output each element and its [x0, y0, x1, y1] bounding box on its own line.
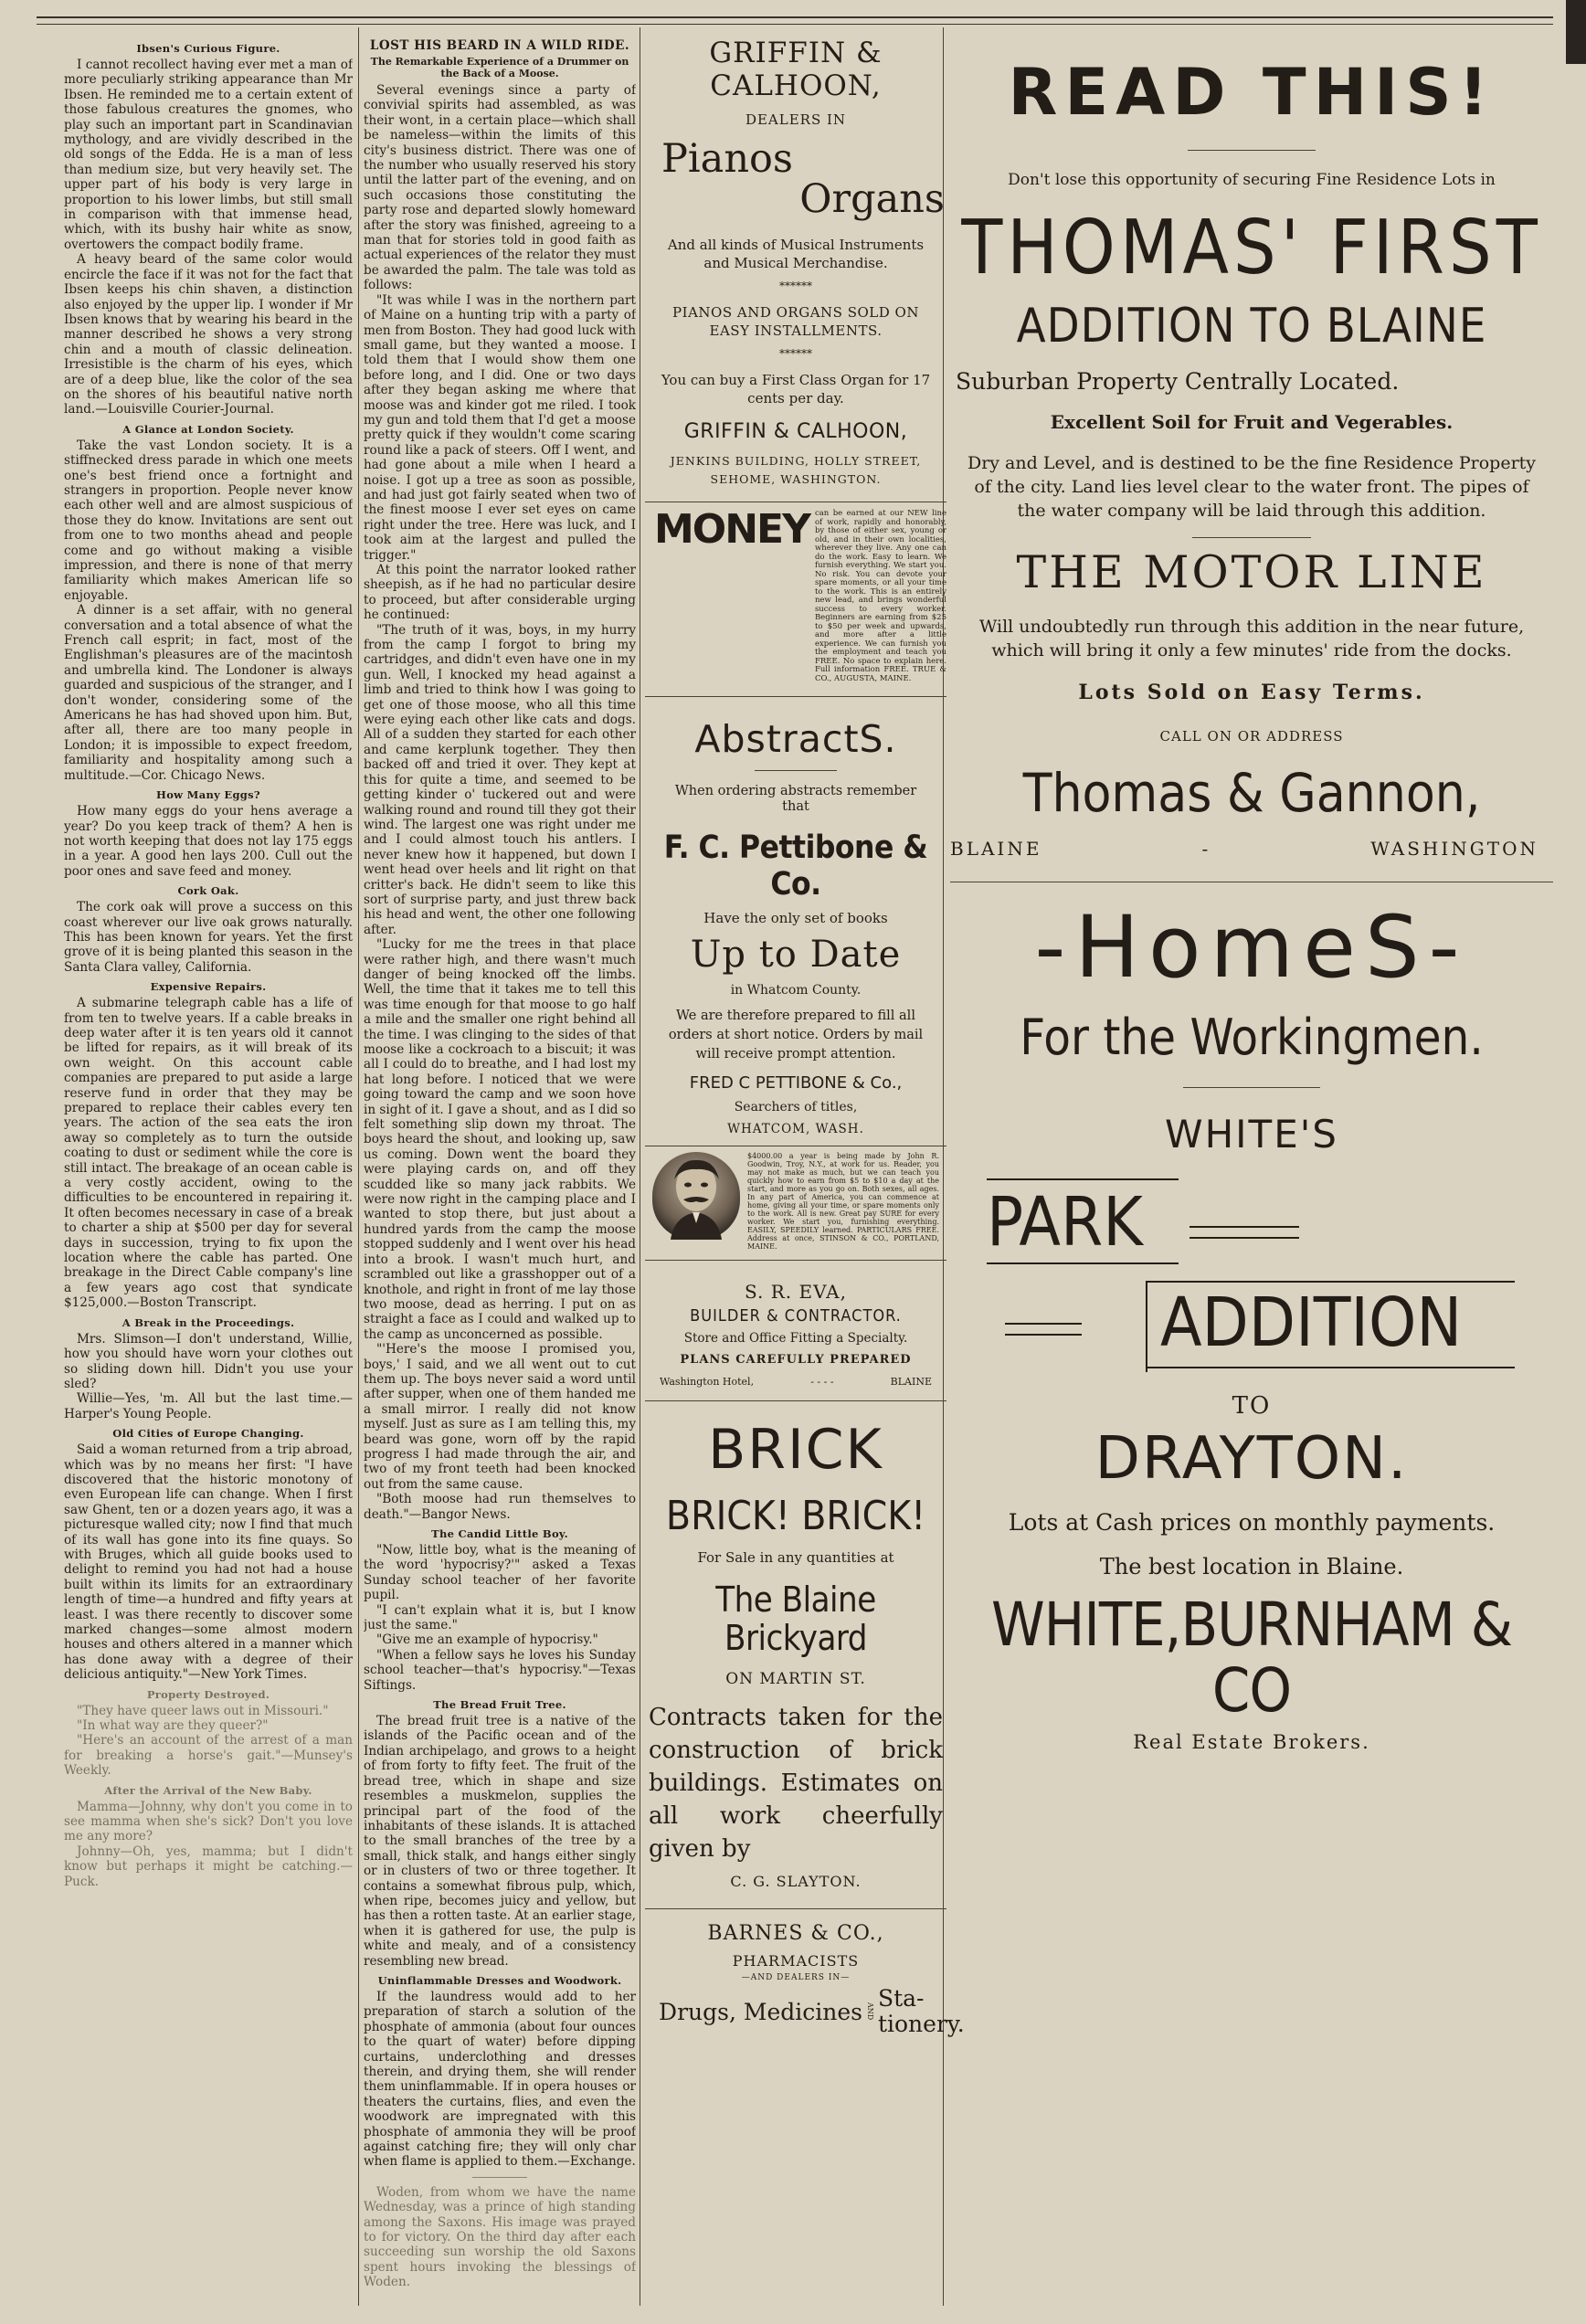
- ad-money-text: can be earned at our NEW line of work, rapidly and honorably, by those of either sex, young or old, and in their own localities, wherever they live. Any one can do the work. Easy to learn. We furnish everything. We start you. No risk. You can devote your spare moments, or all your time to the work. This is an entirely new lead, and brings wonderful success to every worker. Beginners are earning from $25 to $50 per week and upwards, and more after a little experience. We can furnish you the employment and teach you FREE. No space to explain here. Full information FREE. TRUE & CO., AUGUSTA, MAINE.: [814, 509, 946, 683]
- article-paragraph: A dinner is a set affair, with no general conversation and a total absence of what the French call esprit; in fact, most of the Englishman's pleasures are of the macintosh and umbrella kind. The Londoner is always guarded and suspicious of the stranger, and I don't wonder, considering some of the Americans he has had shoved upon him. But, after all, there are too many people in London; it is impossible to expect freedom, familiarity and hospitality among such a multitude.—Cor. Chicago News.: [64, 603, 353, 783]
- ad-barnes-and: AND: [865, 2002, 874, 2021]
- ad-griffin-organs: Organs: [799, 176, 945, 222]
- ad-eva-plans: PLANS CAREFULLY PREPARED: [680, 1353, 912, 1367]
- ad-eva-town: BLAINE: [890, 1376, 932, 1388]
- ad-thomas-suburban: Suburban Property Centrally Located.: [956, 368, 1400, 395]
- ad-thomas-call: CALL ON OR ADDRESS: [1159, 728, 1344, 745]
- ad-abstracts-intro: When ordering abstracts remember that: [674, 784, 917, 814]
- article-paragraph: Mamma—Johnny, why don't you come in to see mamma when she's sick? Don't you love me any more?: [64, 1799, 353, 1844]
- ad-thomas-first: THOMAS' FIRST: [961, 205, 1542, 291]
- column-rule-1: [358, 27, 359, 2306]
- page-binding-edge: [1566, 0, 1586, 64]
- article-paragraph: "I can't explain what it is, but I know just the same.": [364, 1602, 636, 1633]
- col1-article: [64, 1688, 353, 1779]
- ad-homes-title: -HomeS-: [1034, 898, 1469, 998]
- ad-brickyard: [645, 1418, 946, 1890]
- col1-article: [64, 1427, 353, 1683]
- ad-pettibone-uptodate: Up to Date: [690, 934, 902, 976]
- ad-griffin-installments: PIANOS AND ORGANS SOLD ON EASY INSTALLMENTS.: [672, 304, 919, 339]
- ad-brick-name: C. G. SLAYTON.: [730, 1873, 862, 1890]
- article-paragraph: Several evenings since a party of convivial spirits had assembled, as was their wont, in a certain place—which shall be nameless—within the limits of this city's business district. There was one of the number who usually reserved his story until the latter part of the evening, and on such occasions those constituting the party rose and departed slowly homeward after the story was finished, agreeing to a man that for stories told in good faith as actual experiences of the relator they must be awarded the palm. The tale was told as follows:: [364, 83, 636, 293]
- ad-homes-whites: WHITE'S: [1165, 1112, 1338, 1157]
- ad-eva-specialty: Store and Office Fitting a Specialty.: [683, 1331, 908, 1346]
- col2-article: [364, 1974, 636, 2170]
- ad-brick-for-sale: For Sale in any quantities at: [697, 1549, 894, 1566]
- ad-pettibone-searchers: Searchers of titles,: [734, 1100, 858, 1114]
- col1-article: [64, 42, 353, 417]
- article-paragraph: "Now, little boy, what is the meaning of the word 'hypocrisy?'" asked a Texas Sunday school teacher of her favorite pupil.: [364, 1543, 636, 1603]
- article-paragraph: If the laundress would add to her preparation of starch a solution of the phosphate of ammonia (about four ounces to the quart of water) before dipping curtains, underclothing and dresses therein, and drying them, she will render them uninflammable. If in opera houses or theaters the curtains, flies, and even the woodwork are impregnated with this phosphate of ammonia they will be proof against catching fire; they will only char when flame is applied to them.—Exchange.: [364, 1989, 636, 2170]
- col1-article: [64, 1316, 353, 1421]
- article-paragraph: "'Here's the moose I promised you, boys,' I said, and we all went out to cut them up. The boys never said a word until after supper, when one of them handed me a small mirror. I really did not know myself. Just as sure as I am telling this, my beard was gone, worn off by the rapid progress I had made through the air, and two of my front teeth had been knocked out from the same cause.: [364, 1342, 636, 1492]
- col1-article: [64, 788, 353, 879]
- ad-homes-lots: Lots at Cash prices on monthly payments.: [1008, 1509, 1496, 1536]
- ad-eva-name: S. R. EVA,: [745, 1281, 847, 1303]
- ad-thomas-motor: THE MOTOR LINE: [1016, 546, 1487, 598]
- article-title: A Glance at London Society.: [122, 422, 294, 436]
- article-title: Cork Oak.: [177, 884, 239, 898]
- article-subtitle-beard: The Remarkable Experience of a Drummer on the Back of a Moose.: [370, 56, 629, 79]
- col1-article: [64, 980, 353, 1311]
- ad-homes-addition: ADDITION: [1160, 1283, 1463, 1362]
- article-title: The Candid Little Boy.: [431, 1527, 568, 1540]
- article-paragraph: Mrs. Slimson—I don't understand, Willie, how you should have worn your clothes out so sliding down hill. Didn't you use your sled?: [64, 1331, 353, 1391]
- ad-stinson-text: $4000.00 a year is being made by John R. Goodwin, Troy, N.Y., at work for us. Reader, you may not make as much, but we can teach you quickly how to earn from $5 to $10 a day at the start, and more as you go on. Both sexes, all ages. In any part of America, you can commence at home, giving all your time, or spare moments only to the work. All is new. Great pay SURE for every worker. We start you, furnishing everything. EASILY, SPEEDILY learned. PARTICULARS FREE. Address at once, STINSON & CO., PORTLAND, MAINE.: [747, 1152, 939, 1251]
- ad-thomas-washington: WASHINGTON: [1370, 838, 1538, 860]
- article-paragraph: "The truth of it was, boys, in my hurry from the camp I forgot to bring my cartridges, and didn't even have one in my gun. Well, I knocked my head against a limb and tried to think how I was going to get one of those moose, who all this time were eying each other like cats and dogs. All of a sudden they started for each other and came kerplunk together. They then backed off and tried it over. They kept at this for quite a time, and seemed to be getting kinder o' tuckered out and were walking round and round till they got their wind. The largest one was right under me and I could almost touch his antlers. I never knew how it happened, but down I went head over heels and lit right on that critter's back. He didn't seem to like this sort of surprise party, and just threw back his head and went, the other one following after.: [364, 622, 636, 937]
- ad-eva: [645, 1281, 946, 1388]
- ad-griffin-dealers: DEALERS IN: [745, 111, 847, 128]
- ad-abstracts-title: AbstractS.: [694, 717, 897, 761]
- col2-article: [364, 1698, 636, 1969]
- article-paragraph: How many eggs do your hens average a year? Do you keep track of them? A hen is not worth keeping that does not lay 175 eggs in a year. A good hen lays 200. Cull out the poor ones and save feed and money.: [64, 804, 353, 879]
- ad-eva-dashes: - - - -: [810, 1376, 834, 1388]
- column-1: [64, 37, 353, 2302]
- article-paragraph: Johnny—Oh, yes, mamma; but I didn't know but perhaps it might be catching.—Puck.: [64, 1843, 353, 1889]
- ad-thomas-dash: -: [1201, 838, 1211, 860]
- man-portrait-icon: [652, 1152, 740, 1240]
- ad-eva-hotel: Washington Hotel,: [660, 1376, 755, 1388]
- article-paragraph: "Here's an account of the arrest of a man for breaking a horse's gait."—Munsey's Weekly.: [64, 1733, 353, 1779]
- ad-brick-street: ON MARTIN ST.: [725, 1670, 866, 1688]
- ad-read-title: READ THIS!: [1008, 55, 1496, 130]
- ad-stinson: [652, 1152, 939, 1251]
- article-body-beard: [364, 83, 636, 1522]
- article-paragraph: "Both moose had run themselves to death."—Bangor News.: [364, 1492, 636, 1522]
- ad-barnes-stationery: Sta-tionery.: [877, 1985, 965, 2037]
- article-title: Property Destroyed.: [146, 1687, 270, 1701]
- ad-pettibone-firm: F. C. Pettibone & Co.: [663, 829, 928, 903]
- article-paragraph: Woden, from whom we have the name Wednesday, was a prince of high standing among the Saxons. His image was prayed to for victory. On the third day after each succeeding sun worship the old Saxons spent hours invoking the blessings of Woden.: [364, 2184, 636, 2290]
- column-3-ads: [645, 35, 965, 2037]
- ad-thomas-soil: Excellent Soil for Fruit and Vegerables.: [1050, 411, 1454, 433]
- ad-barnes-name: BARNES & CO.,: [707, 1922, 884, 1945]
- article-paragraph: The cork oak will prove a success on this coast wherever our live oak grows naturally. This has been known for years. Yet the first grove of it is being planted this season in the Santa Clara valley, California.: [64, 900, 353, 975]
- article-paragraph: "They have queer laws out in Missouri.": [77, 1703, 329, 1718]
- ad-read-dont-lose: Don't lose this opportunity of securing Fine Residence Lots in: [1008, 171, 1496, 189]
- ad-read-this: [950, 55, 1553, 860]
- ad-griffin-name-2: GRIFFIN & CALHOON,: [683, 420, 908, 443]
- article-title: The Bread Fruit Tree.: [433, 1698, 566, 1712]
- ad-pettibone-prepared: We are therefore prepared to fill all orders at short notice. Orders by mail will receive prompt attention.: [668, 1009, 924, 1062]
- article-paragraph: Willie—Yes, 'm. All but the last time.—Harper's Young People.: [64, 1391, 353, 1421]
- ad-homes-firm: WHITE,BURNHAM & CO: [990, 1590, 1513, 1726]
- ad-barnes-drugs: Drugs, Medicines: [659, 1998, 862, 2025]
- article-paragraph: "It was while I was in the northern part of Maine on a hunting trip with a party of men from Boston. They had good luck with small game, but they wanted a moose. I told them that I would show them one before long, and I did. One or two days after they began asking me where that moose was and kinder got me riled. I took my gun and told them that I'd get a moose pretty quick if they wouldn't come scaring round like a pack of steers. Off I went, and had gone about a mile when I heard a noise. I got up a tree as soon as possible, and had just got fairly seated when two of the finest moose I ever set eyes on came right under the tree. Here was luck, and I took aim at the largest and pulled the trigger.": [364, 292, 636, 563]
- ad-griffin-name: GRIFFIN & CALHOON,: [709, 37, 883, 102]
- ad-brick-yard: The Blaine Brickyard: [715, 1579, 876, 1658]
- article-paragraph: A submarine telegraph cable has a life of from ten to twelve years. If a cable breaks in deep water after it is ten years old it cannot be lifted for repairs, as it will break of its own weight. On this account cable companies are prepared to put aside a large reserve fund in order that they may be prepared to replace their cables every ten years. The action of the sea eats the iron away so completely as to turn the outside coating to dust or sediment while the core is still intact. The breakage of an ocean cable is a very costly accident, owing to the difficulties to be encountered in repairing it. It often becomes necessary in case of a break to charter a ship at $500 per day for several days in succession, trying to fix upon the location where the cable has parted. One breakage in the Direct Cable company's line a few years ago cost that syndicate $125,000.—Boston Transcript.: [64, 996, 353, 1311]
- ad-thomas-firm: Thomas & Gannon,: [1022, 762, 1481, 824]
- col2-article: [364, 2177, 636, 2290]
- ad-thomas-will-run: Will undoubtedly run through this addition in the near future, which will bring it only a few minutes' ride from the docks.: [978, 617, 1525, 660]
- ad-barnes-dealers: —AND DEALERS IN—: [741, 1973, 851, 1982]
- column-2-articles: [364, 1527, 636, 2290]
- ad-pettibone: [645, 717, 946, 1136]
- ad-homes-to: TO: [1232, 1392, 1272, 1420]
- ad-homes-best: The best location in Blaine.: [1099, 1554, 1404, 1579]
- ad-money-word: MONEY: [654, 506, 809, 553]
- ad-barnes-pharmacists: PHARMACISTS: [732, 1952, 860, 1970]
- article-title: Expensive Repairs.: [150, 980, 267, 994]
- article-title: How Many Eggs?: [156, 788, 260, 802]
- ad-pettibone-county: in Whatcom County.: [730, 983, 862, 998]
- ad-griffin-address: JENKINS BUILDING, HOLLY STREET, SEHOME, WASHINGTON.: [670, 454, 922, 486]
- ad-homes: [950, 898, 1553, 1753]
- article-title: After the Arrival of the New Baby.: [104, 1783, 312, 1797]
- article-paragraph: Said a woman returned from a trip abroad, which was by no means her first: "I have discovered that the historic monotony of even European life can change. When I first saw Ghent, ten or a dozen years ago, it was a picturesque walled city; now I find that much of its wall has gone into its fine quays. So with Bruges, which all guide books used to delight to remind you had not had a house built within its limits for an extraordinary length of time—a hundred and fifty years at least. I was there recently to discover some marked changes—some almost modern houses and others altered in a manner which has done away with a degree of their delicious antiquity."—New York Times.: [64, 1442, 353, 1683]
- ad-homes-park: PARK: [987, 1183, 1143, 1262]
- ad-money: [654, 506, 946, 683]
- ad-eva-trade: BUILDER & CONTRACTOR.: [690, 1306, 902, 1326]
- article-paragraph: A heavy beard of the same color would encircle the face if it was not for the fact that Ibsen keeps his chin shaven, a distinction also enjoyed by the upper lip. I wonder if Mr Ibsen knows that by wearing his beard in the manner described he shows a very strong chin and a mouth of classic delineation. Irresistible is the charm of his eyes, which are of a deep blue, like the color of the sea on the shores of his beautiful native north land.—Louisville Courier-Journal.: [64, 252, 353, 417]
- top-rule-thin: [37, 24, 1553, 25]
- article-paragraph: I cannot recollect having ever met a man of more peculiarly striking appearance than Mr Ibsen. He reminded me to a certain extent of those fabulous creatures the gnomes, who play such an important part in Scandinavian mythology, and are vividly described in the old songs of the Edda. He is a man of less than medium size, but very heavily set. The upper part of his body is very large in proportion to his lower limbs, but still small in comparison with that immense head, which, with its bushy hair white as snow, overtowers the compact bodily frame.: [64, 58, 353, 252]
- top-rule: [37, 16, 1553, 18]
- ad-homes-drayton: DRAYTON.: [1094, 1425, 1409, 1493]
- article-paragraph: "Give me an example of hypocrisy.": [376, 1632, 598, 1648]
- ad-griffin-organ-offer: You can buy a First Class Organ for 17 cents per day.: [661, 372, 931, 407]
- ad-homes-for: For the Workingmen.: [1020, 1009, 1484, 1066]
- ad-thomas-dry: Dry and Level, and is destined to be the fine Residence Property of the city. Land lies level clear to the water front. The pipes of the water company will be laid through this addition.: [967, 453, 1537, 521]
- ad-griffin-merch: And all kinds of Musical Instruments and Musical Merchandise.: [667, 237, 925, 271]
- ad-griffin-pianos: Pianos: [661, 136, 793, 182]
- article-title: A Break in the Proceedings.: [122, 1315, 295, 1329]
- ad-pettibone-books: Have the only set of books: [703, 910, 888, 926]
- article-paragraph: "In what way are they queer?": [77, 1718, 269, 1734]
- ad-thomas-addition: ADDITION TO BLAINE: [1016, 299, 1487, 354]
- article-title-beard: LOST HIS BEARD IN A WILD RIDE.: [369, 38, 630, 53]
- ad-thomas-blaine: BLAINE: [950, 838, 1042, 860]
- ad-pettibone-firm-2: FRED C PETTIBONE & Co.,: [689, 1073, 903, 1093]
- ad-thomas-easy: Lots Sold on Easy Terms.: [1078, 681, 1425, 704]
- article-paragraph: Take the vast London society. It is a stiffnecked dress parade in which one meets one's best friend once a fortnight and strangers in proportion. People never know each other well and are almost suspicious of those they do know. Invitations are sent out from one to two months ahead and people come and go without making a visible impression, and there is none of that merry familiarity which makes American life so enjoyable.: [64, 438, 353, 603]
- column-2: [364, 37, 636, 2302]
- ad-pettibone-city: WHATCOM, WASH.: [727, 1122, 864, 1136]
- col1-article: [64, 1784, 353, 1889]
- article-title: Uninflammable Dresses and Woodwork.: [377, 1973, 622, 1987]
- ad-brick-repeat: BRICK! BRICK!: [665, 1493, 926, 1539]
- ad-griffin-stars-2: ******: [779, 347, 812, 360]
- ad-griffin-stars-1: ******: [779, 280, 812, 292]
- article-paragraph: At this point the narrator looked rather sheepish, as if he had no particular desire to proceed, but after considerable urging he continued:: [364, 563, 636, 623]
- col2-article: [364, 1527, 636, 1693]
- article-title: Old Cities of Europe Changing.: [112, 1427, 304, 1441]
- ad-homes-brokers: Real Estate Brokers.: [1133, 1731, 1370, 1753]
- column-4-ads: [950, 35, 1553, 1753]
- article-paragraph: "Lucky for me the trees in that place were rather high, and there wasn't much danger of being knocked off the limbs. Well, the time that it takes me to tell this was time enough for that moose to go half a mile and the smaller one right behind all the time. I was clinging to the sides of that moose like a cockroach to a biscuit; it was all I could do to breathe, and I had lost my hat long before. I noticed that we were going toward the camp and we soon hove in sight of it. I gave a shout, and as I did so felt something slip down my throat. The boys heard the shout, and looking up, saw us coming. Down went the board they were playing cards on, and off they scudded like so many jack rabbits. We were now right in the camping place and I wanted to stop there, but just about a hundred yards from the camp the moose stopped suddenly and I went over his head into a brook. I wasn't much hurt, and scrambled out like a grasshopper out of a knothole, and right in front of me lay those two moose, dead as herring. I put on as straight a face as I could and walked up to the camp as unconcerned as possible.: [364, 937, 636, 1342]
- ad-griffin-calhoon: [645, 37, 946, 489]
- col1-article: [64, 423, 353, 783]
- article-paragraph: The bread fruit tree is a native of the islands of the Pacific ocean and of the Indian archipelago, and grows to a height of from forty to fifty feet. The fruit of the bread tree, which in shape and size resembles a muskmelon, supplies the principal part of the food of the inhabitants of these islands. It is attached to the small branches of the tree by a small, thick stalk, and hangs either singly or in clusters of two or three together. It contains a somewhat fibrous pulp, which, when ripe, becomes juicy and yellow, but has then a rotten taste. At an earlier stage, when it is gathered for use, the pulp is white and mealy, and of a consistency resembling new bread.: [364, 1714, 636, 1969]
- col1-article: [64, 884, 353, 975]
- article-paragraph: "When a fellow says he loves his Sunday school teacher—that's hypocrisy."—Texas Siftings.: [364, 1647, 636, 1693]
- ad-brick-title: BRICK: [708, 1418, 883, 1482]
- ad-brick-contracts: Contracts taken for the construction of brick buildings. Estimates on all work cheerfully given by: [649, 1704, 943, 1863]
- ad-barnes: [645, 1922, 965, 2037]
- article-title: Ibsen's Curious Figure.: [136, 42, 280, 55]
